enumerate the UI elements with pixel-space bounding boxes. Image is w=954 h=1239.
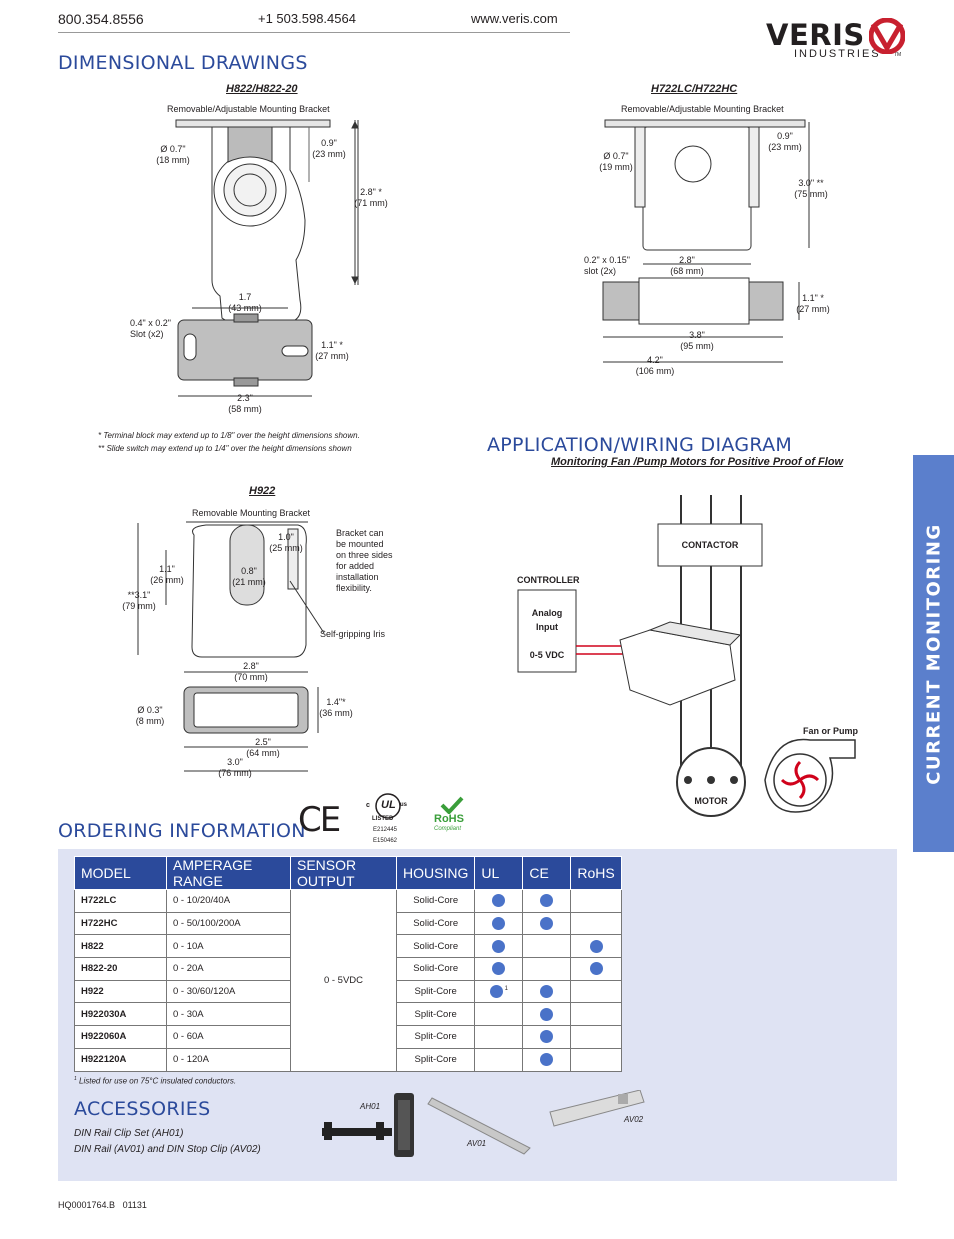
cell-housing: Split-Core <box>397 1026 475 1049</box>
cell-sensor-output: 0 - 5VDC <box>291 890 397 1072</box>
h822-note-1: * Terminal block may extend up to 1/8" over the height dimensions shown. <box>98 431 360 440</box>
h922-caption: H922 <box>249 485 276 497</box>
cell-ce <box>523 890 571 913</box>
cell-model: H822-20 <box>75 958 167 981</box>
ah01-label: AH01 <box>360 1102 381 1111</box>
rohs-compliant-text: Compliant <box>434 826 462 832</box>
cell-housing: Solid-Core <box>397 935 475 958</box>
ul-file-2: E150462 <box>373 838 398 844</box>
h822-width: 1.7 (43 mm) <box>228 292 262 313</box>
cell-amperage: 0 - 60A <box>167 1026 291 1049</box>
h822-base: 2.3" (58 mm) <box>228 393 262 414</box>
h922-d2: 0.8" (21 mm) <box>232 566 266 587</box>
h922-bracket-label: Removable Mounting Bracket <box>192 508 311 518</box>
ul-file-1: E212445 <box>373 827 398 833</box>
h822-base-drawing <box>170 300 320 400</box>
section-tab <box>913 455 954 852</box>
h922-iris-label: Self-gripping Iris <box>320 629 386 639</box>
ul-footnote-mark: 1 <box>504 985 509 992</box>
h822-depth: 1.1" * (27 mm) <box>315 340 349 361</box>
h822-dia: Ø 0.7" (18 mm) <box>156 144 190 165</box>
cell-model: H922060A <box>75 1026 167 1049</box>
ce-approved-dot <box>540 1030 553 1043</box>
cell-model: H922030A <box>75 1003 167 1026</box>
cell-ul <box>475 980 523 1003</box>
header-rohs: RoHS <box>571 857 621 890</box>
cell-ul <box>475 1003 523 1026</box>
cell-model: H722HC <box>75 912 167 935</box>
controller-label: CONTROLLER <box>517 575 580 585</box>
motor-label: MOTOR <box>694 796 728 806</box>
cell-ul <box>475 912 523 935</box>
contactor-label: CONTACTOR <box>681 540 739 550</box>
website-link[interactable]: www.veris.com <box>471 11 558 26</box>
cell-ce <box>523 1048 571 1071</box>
h722-dia: Ø 0.7" (19 mm) <box>599 151 633 172</box>
cell-ul <box>475 890 523 913</box>
cell-rohs <box>571 912 621 935</box>
ul-mark-text: UL <box>381 799 396 811</box>
cell-ce <box>523 912 571 935</box>
ul-c-text: c <box>366 802 370 809</box>
accessories-images <box>318 1090 658 1162</box>
cell-housing: Solid-Core <box>397 890 475 913</box>
ordering-table-header <box>75 857 622 890</box>
h722-top: 0.9" (23 mm) <box>768 131 802 152</box>
accessories-title: ACCESSORIES <box>74 1098 211 1120</box>
fan-pump-label: Fan or Pump <box>803 726 859 736</box>
h922-w1: 2.8" (70 mm) <box>234 661 268 682</box>
cell-rohs <box>571 1003 621 1026</box>
cell-model: H822 <box>75 935 167 958</box>
ul-approved-dot <box>490 985 503 998</box>
header-sensor-output: SENSOR OUTPUT <box>291 857 397 890</box>
header-amperage: AMPERAGE RANGE <box>167 857 291 890</box>
cell-ul <box>475 958 523 981</box>
cell-housing: Solid-Core <box>397 958 475 981</box>
cell-rohs <box>571 1026 621 1049</box>
ce-approved-dot <box>540 1008 553 1021</box>
phone-number-2: +1 503.598.4564 <box>258 11 356 26</box>
cell-model: H922 <box>75 980 167 1003</box>
h922-dia: Ø 0.3" (8 mm) <box>135 705 165 726</box>
cell-ce <box>523 1003 571 1026</box>
ordering-information-title: ORDERING INFORMATION <box>58 820 306 842</box>
h922-drawing <box>118 515 338 785</box>
cell-ul <box>475 1026 523 1049</box>
cell-model: H922120A <box>75 1048 167 1071</box>
cell-amperage: 0 - 10A <box>167 935 291 958</box>
h922-depth: 1.4"* (36 mm) <box>319 697 353 718</box>
h822-top: 0.9" (23 mm) <box>312 138 346 159</box>
ce-approved-dot <box>540 985 553 998</box>
ul-listed-text: LISTED <box>372 816 394 822</box>
rohs-badge <box>430 796 470 840</box>
din-rail-image <box>428 1098 530 1154</box>
cell-amperage: 0 - 10/20/40A <box>167 890 291 913</box>
header-model: MODEL <box>75 857 167 890</box>
cell-rohs <box>571 890 621 913</box>
rohs-check-icon <box>440 796 464 814</box>
h822-slot: 0.4" x 0.2" Slot (x2) <box>130 318 171 339</box>
cell-ce <box>523 935 571 958</box>
h722-caption: H722LC/H722HC <box>651 83 738 95</box>
cell-ce <box>523 1026 571 1049</box>
cell-rohs <box>571 1048 621 1071</box>
h922-d4: **3.1" (79 mm) <box>122 590 156 611</box>
cell-housing: Split-Core <box>397 1048 475 1071</box>
vdc-label: 0-5 VDC <box>529 650 565 660</box>
logo-tm: TM <box>894 52 902 58</box>
cell-amperage: 0 - 120A <box>167 1048 291 1071</box>
ce-approved-dot <box>540 1053 553 1066</box>
header-ce: CE <box>523 857 571 890</box>
analog-input-label: Analog Input <box>531 608 563 632</box>
cell-ul <box>475 935 523 958</box>
logo-text: VERIS <box>766 18 865 52</box>
phone-number-1: 800.354.8556 <box>58 11 144 27</box>
rohs-text: RoHS <box>434 813 464 825</box>
cell-housing: Solid-Core <box>397 912 475 935</box>
cell-amperage: 0 - 30A <box>167 1003 291 1026</box>
cell-rohs <box>571 958 621 981</box>
accessory-line-2: DIN Rail (AV01) and DIN Stop Clip (AV02) <box>74 1144 261 1155</box>
h922-w2: 2.5" (64 mm) <box>246 737 280 758</box>
h822-height: 2.8" * (71 mm) <box>354 187 388 208</box>
h722-w2: 3.8" (95 mm) <box>680 330 714 351</box>
cell-amperage: 0 - 20A <box>167 958 291 981</box>
rohs-approved-dot <box>590 962 603 975</box>
h822-bracket-label: Removable/Adjustable Mounting Bracket <box>167 104 330 114</box>
logo-subtext: INDUSTRIES <box>794 48 881 60</box>
wiring-diagram-subtitle: Monitoring Fan /Pump Motors for Positive Proof of Flow <box>551 456 844 468</box>
accessory-line-1: DIN Rail Clip Set (AH01) <box>74 1128 184 1139</box>
veris-logo <box>764 14 914 64</box>
h722-slot: 0.2" x 0.15" slot (2x) <box>584 255 630 276</box>
h922-d3: 1.1" (26 mm) <box>150 564 184 585</box>
cell-amperage: 0 - 50/100/200A <box>167 912 291 935</box>
h722-bracket-label: Removable/Adjustable Mounting Bracket <box>621 104 784 114</box>
ul-approved-dot <box>492 962 505 975</box>
cell-housing: Split-Core <box>397 1003 475 1026</box>
h822-caption: H822/H822-20 <box>226 83 298 95</box>
wiring-diagram-title: APPLICATION/WIRING DIAGRAM <box>487 434 793 456</box>
h722-w3: 4.2" (106 mm) <box>635 355 675 376</box>
h822-note-2: ** Slide switch may extend up to 1/4" over the height dimensions shown <box>98 444 352 453</box>
ul-listed-mark <box>366 792 410 854</box>
dimensional-drawings-title: DIMENSIONAL DRAWINGS <box>58 52 308 74</box>
ce-approved-dot <box>540 917 553 930</box>
cell-ul <box>475 1048 523 1071</box>
av02-label: AV02 <box>624 1115 644 1124</box>
ce-approved-dot <box>540 894 553 907</box>
section-tab-label: CURRENT MONITORING <box>923 522 944 785</box>
header-divider <box>58 32 570 33</box>
h722-w1: 2.8" (68 mm) <box>670 255 704 276</box>
ul-us-text: us <box>400 802 408 808</box>
table-row <box>75 890 622 913</box>
ce-mark-icon: CE <box>298 800 340 840</box>
av01-label: AV01 <box>467 1139 487 1148</box>
document-id: HQ0001764.B 01131 <box>58 1200 147 1210</box>
din-stop-clip-image <box>550 1090 644 1126</box>
logo-v-icon <box>869 18 905 54</box>
header-housing: HOUSING <box>397 857 475 890</box>
h922-bracket-note: Bracket can be mounted on three sides for added installation flexibility. <box>336 528 393 593</box>
cell-ce <box>523 980 571 1003</box>
h922-w3: 3.0" (76 mm) <box>218 757 252 778</box>
ul-approved-dot <box>492 917 505 930</box>
cell-ce <box>523 958 571 981</box>
header-ul: UL <box>475 857 523 890</box>
cell-housing: Split-Core <box>397 980 475 1003</box>
rohs-approved-dot <box>590 940 603 953</box>
cell-rohs <box>571 980 621 1003</box>
h722-depth: 1.1" * (27 mm) <box>796 293 830 314</box>
din-rail-clip-image <box>322 1093 414 1157</box>
h922-d1: 1.0" (25 mm) <box>269 532 303 553</box>
cell-amperage: 0 - 30/60/120A <box>167 980 291 1003</box>
cell-model: H722LC <box>75 890 167 913</box>
h722-height: 3.0" ** (75 mm) <box>794 178 828 199</box>
ul-approved-dot <box>492 940 505 953</box>
ul-approved-dot <box>492 894 505 907</box>
cell-rohs <box>571 935 621 958</box>
table-footnote: $^1$ Listed for use on 75°C insulated conductors. <box>74 1076 237 1086</box>
ordering-table <box>74 856 622 1072</box>
